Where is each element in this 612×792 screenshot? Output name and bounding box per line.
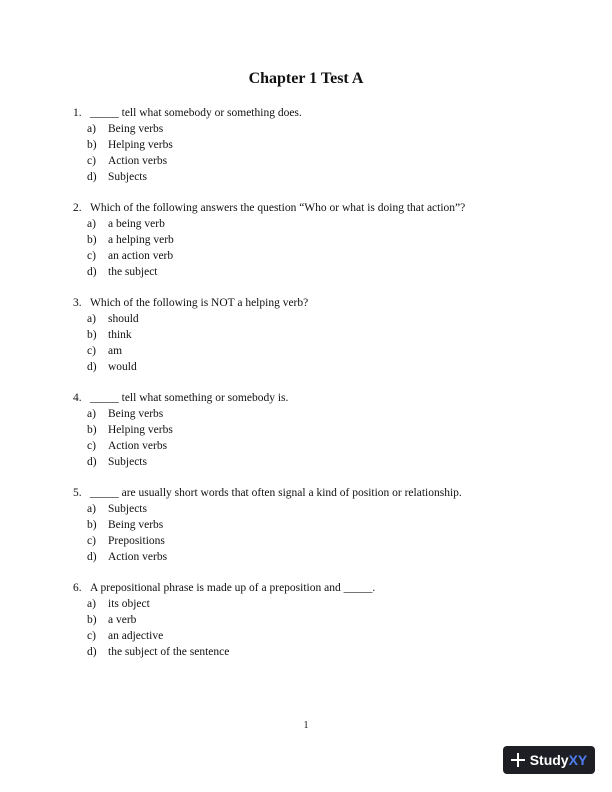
option-letter: a) [87,503,96,515]
option-letter: d) [87,171,97,183]
option-text: a being verb [108,218,165,230]
option-text: Subjects [108,171,147,183]
question-5 [73,485,573,565]
option-list [73,121,573,185]
option-a [73,216,573,232]
option-text: should [108,313,139,325]
question-text: _____ are usually short words that often signal a kind of position or relationship. [90,487,462,499]
option-b [73,327,573,343]
question-text: _____ tell what something or somebody is. [90,392,289,404]
option-text: Helping verbs [108,424,173,436]
question-text: Which of the following answers the question “Who or what is doing that action”? [90,202,466,214]
question-6 [73,580,573,660]
option-d [73,264,573,280]
option-text: Helping verbs [108,139,173,151]
option-text: Being verbs [108,408,164,420]
option-letter: a) [87,408,96,420]
option-text: an adjective [108,630,164,642]
option-a [73,311,573,327]
option-text: Action verbs [108,551,168,563]
option-text: Subjects [108,503,147,515]
question-number: 6. [73,582,82,594]
option-letter: c) [87,440,96,452]
option-text: an action verb [108,250,174,262]
page-number: 1 [303,720,309,731]
option-letter: c) [87,630,96,642]
option-letter: b) [87,329,97,341]
question-text: _____ tell what somebody or something does. [90,107,302,119]
option-text: Prepositions [108,535,165,547]
option-c [73,533,573,549]
option-letter: a) [87,123,96,135]
option-text: a verb [108,614,137,626]
option-text: its object [108,598,150,610]
option-text: would [108,361,137,373]
option-letter: c) [87,345,96,357]
option-list [73,406,573,470]
brand-suffix: XY [568,752,588,768]
question-1 [73,105,573,185]
option-letter: d) [87,646,97,658]
question-text: Which of the following is NOT a helping verb? [90,297,309,309]
question-stem [73,200,573,216]
option-letter: b) [87,424,97,436]
question-number: 5. [73,487,82,499]
option-list [73,216,573,280]
page-title: Chapter 1 Test A [248,70,364,87]
option-a [73,121,573,137]
option-letter: a) [87,218,96,230]
option-letter: d) [87,361,97,373]
option-letter: c) [87,250,96,262]
question-stem [73,390,573,406]
option-d [73,359,573,375]
option-b [73,232,573,248]
question-2 [73,200,573,280]
option-text: think [108,329,132,341]
option-c [73,153,573,169]
studyxy-watermark[interactable] [503,746,595,774]
option-text: the subject [108,266,158,278]
option-letter: b) [87,139,97,151]
question-number: 1. [73,107,82,119]
option-letter: b) [87,519,97,531]
question-stem [73,580,573,596]
option-c [73,343,573,359]
option-list [73,311,573,375]
option-b [73,612,573,628]
option-letter: d) [87,456,97,468]
option-a [73,501,573,517]
option-letter: a) [87,598,96,610]
question-number: 2. [73,202,82,214]
question-text: A prepositional phrase is made up of a preposition and _____. [90,582,376,594]
option-letter: d) [87,266,97,278]
question-stem [73,295,573,311]
question-number: 4. [73,392,82,404]
question-number: 3. [73,297,82,309]
option-c [73,438,573,454]
option-letter: d) [87,551,97,563]
question-3 [73,295,573,375]
question-stem [73,105,573,121]
option-text: am [108,345,123,357]
option-letter: b) [87,234,97,246]
option-b [73,422,573,438]
option-text: Action verbs [108,155,168,167]
option-text: Being verbs [108,123,164,135]
question-list [73,105,573,675]
option-b [73,517,573,533]
brand-prefix: Study [529,752,569,768]
option-text: Subjects [108,456,147,468]
plus-icon [511,753,525,767]
question-4 [73,390,573,470]
option-letter: b) [87,614,97,626]
option-d [73,644,573,660]
option-a [73,596,573,612]
option-list [73,501,573,565]
option-letter: c) [87,535,96,547]
option-c [73,628,573,644]
option-text: the subject of the sentence [108,646,230,658]
option-a [73,406,573,422]
option-text: Being verbs [108,519,164,531]
option-letter: a) [87,313,96,325]
option-c [73,248,573,264]
option-list [73,596,573,660]
option-d [73,169,573,185]
option-b [73,137,573,153]
option-text: Action verbs [108,440,168,452]
option-d [73,454,573,470]
option-letter: c) [87,155,96,167]
option-text: a helping verb [108,234,174,246]
option-d [73,549,573,565]
question-stem [73,485,573,501]
